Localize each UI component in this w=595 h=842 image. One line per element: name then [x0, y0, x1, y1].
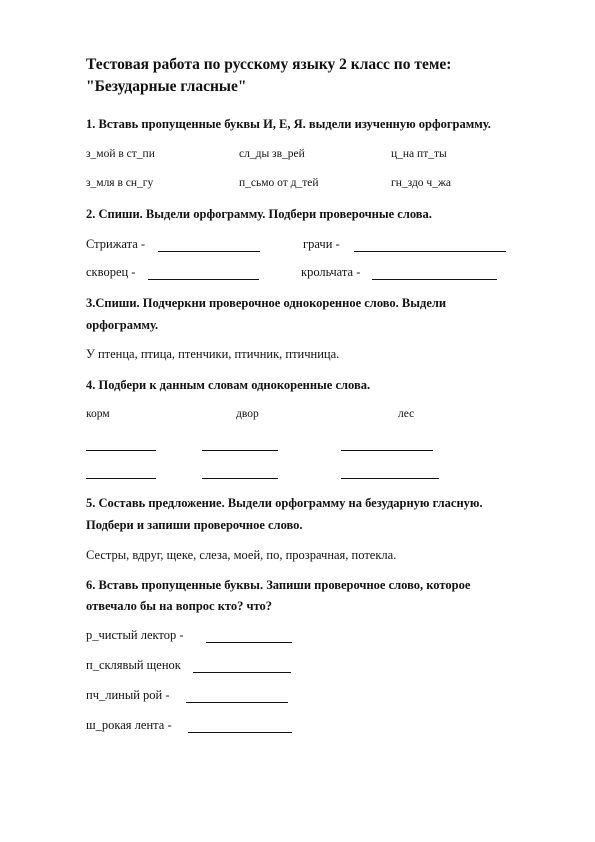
task4-line-2-3[interactable] [341, 478, 439, 479]
task2-answer-line-4[interactable] [372, 279, 497, 280]
task6-heading-line2: отвечало бы на вопрос кто? что? [86, 599, 273, 613]
task5-heading-line1: 5. Составь предложение. Выдели орфограмму на безударную гласную. [86, 496, 483, 510]
task6-item-4: ш_рокая лента - [86, 718, 172, 732]
task2-word-krolchata: крольчата - [301, 265, 361, 279]
task4-word-les: лес [398, 408, 415, 420]
task4-word-korm: корм [86, 408, 110, 420]
task3-heading-line2: орфограмму. [86, 318, 159, 332]
page-title-line1: Тестовая работа по русскому языку 2 класс по теме: [86, 56, 452, 73]
task3-text: У птенца, птица, птенчики, птичник, птичница. [86, 347, 340, 361]
task5-text: Сестры, вдруг, щеке, слеза, моей, по, прозрачная, потекла. [86, 548, 397, 562]
task2-answer-line-2[interactable] [354, 251, 506, 252]
task2-word-skvorets: скворец - [86, 265, 136, 279]
task4-line-1-3[interactable] [341, 450, 433, 451]
task6-heading-line1: 6. Вставь пропущенные буквы. Запиши проверочное слово, которое [86, 578, 471, 592]
task1-row2-word3: гн_здо ч_жа [391, 177, 452, 189]
task1-row2-word2: п_сьмо от д_тей [239, 177, 319, 189]
task2-word-grachi: грачи - [303, 237, 340, 251]
task1-heading: 1. Вставь пропущенные буквы И, Е, Я. выдели изученную орфограмму. [86, 117, 491, 131]
task4-line-1-1[interactable] [86, 450, 156, 451]
task2-answer-line-1[interactable] [158, 251, 260, 252]
task1-row2-word1: з_мля в сн_гу [86, 177, 154, 189]
task6-item-1: р_чистый лектор - [86, 628, 184, 642]
task6-item-2: п_склявый щенок [86, 658, 181, 672]
task6-item-3: пч_линый рой - [86, 688, 170, 702]
page-title-line2: "Безударные гласные" [86, 78, 247, 95]
task2-word-strizhata: Стрижата - [86, 237, 146, 251]
task1-row1-word3: ц_на пт_ты [391, 148, 447, 160]
task4-word-dvor: двор [236, 408, 259, 420]
task4-heading: 4. Подбери к данным словам однокоренные слова. [86, 378, 371, 392]
task1-row1-word2: сл_ды зв_рей [239, 148, 305, 160]
task3-heading-line1: 3.Спиши. Подчеркни проверочное однокоренное слово. Выдели [86, 296, 447, 310]
task2-heading: 2. Спиши. Выдели орфограмму. Подбери проверочные слова. [86, 207, 432, 221]
task6-answer-line-1[interactable] [206, 642, 292, 643]
task6-answer-line-2[interactable] [193, 672, 291, 673]
task4-line-2-1[interactable] [86, 478, 156, 479]
task6-answer-line-4[interactable] [188, 732, 292, 733]
task4-line-1-2[interactable] [202, 450, 278, 451]
task6-answer-line-3[interactable] [186, 702, 288, 703]
task4-line-2-2[interactable] [202, 478, 278, 479]
task5-heading-line2: Подбери и запиши проверочное слово. [86, 518, 303, 532]
task2-answer-line-3[interactable] [148, 279, 259, 280]
task1-row1-word1: з_мой в ст_пи [86, 148, 155, 160]
